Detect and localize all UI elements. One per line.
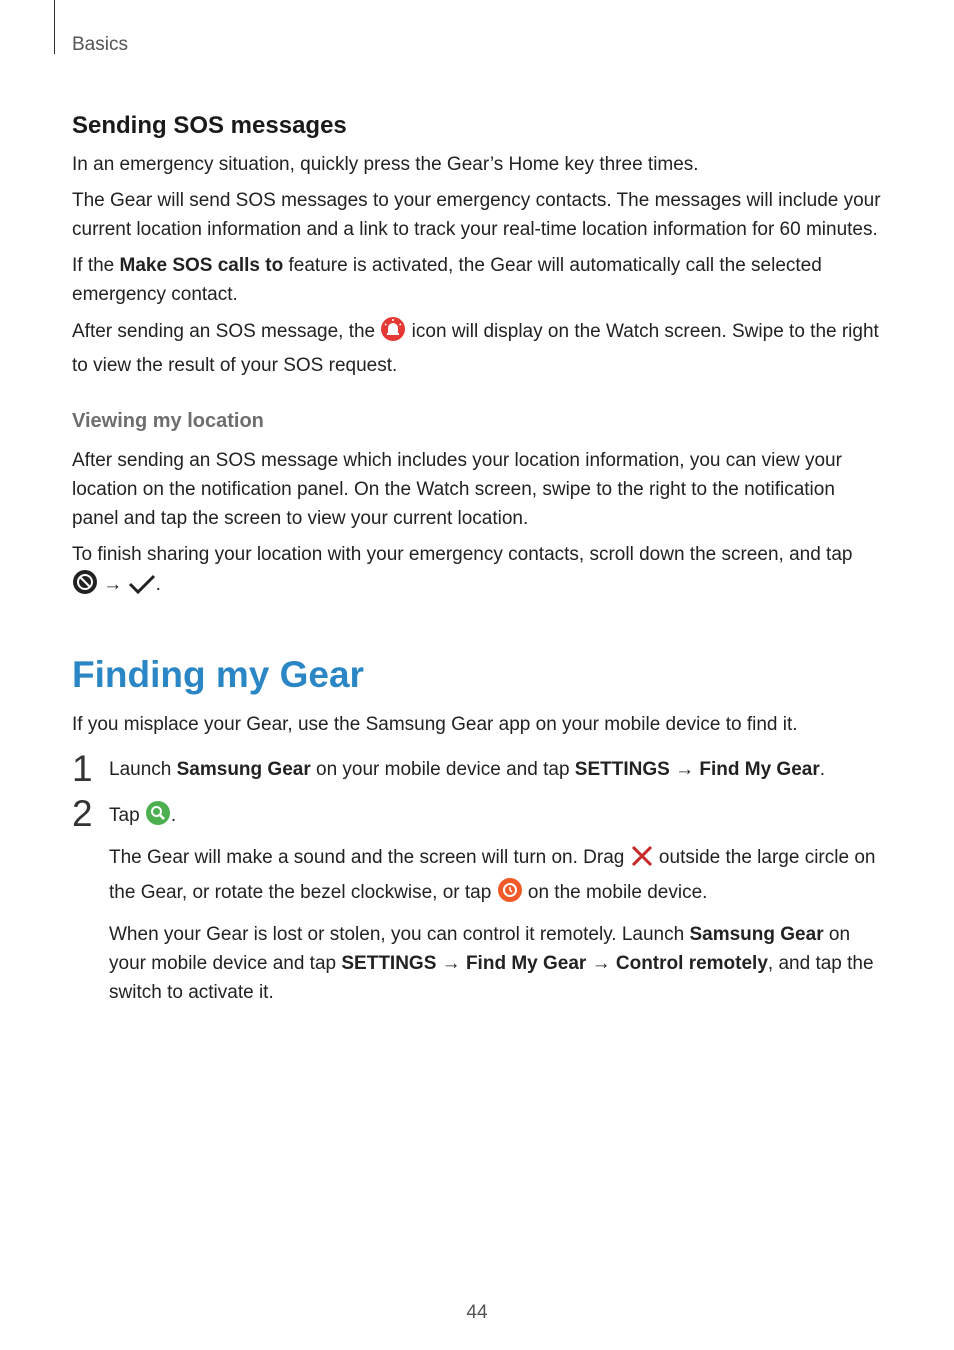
block-icon xyxy=(72,569,98,604)
header-rule xyxy=(54,0,55,54)
menu-name: Find My Gear xyxy=(465,953,587,974)
text: feature is activated, the Gear will automatically call the selected emergency contact. xyxy=(72,255,822,305)
location-paragraph-2 xyxy=(72,540,882,604)
search-icon xyxy=(145,800,171,835)
text: . xyxy=(170,805,177,826)
step-2 xyxy=(72,793,882,1007)
location-subhead: Viewing my location xyxy=(72,410,264,432)
text: on your mobile device and tap xyxy=(109,924,851,974)
step-2-text xyxy=(109,800,882,835)
menu-name: SETTINGS xyxy=(574,759,670,780)
step-1-text xyxy=(109,755,882,784)
text: Launch xyxy=(109,759,177,780)
text: . xyxy=(155,574,161,595)
check-icon xyxy=(128,573,156,604)
app-name: Samsung Gear xyxy=(689,924,824,945)
header-section-label: Basics xyxy=(72,34,128,55)
text: , and tap the switch to activate it. xyxy=(109,953,874,1003)
arrow: → xyxy=(436,953,466,974)
sos-paragraph-2: The Gear will send SOS messages to your emergency contacts. The messages will include your current location information and a link to track your real-time location information for 60 minutes. xyxy=(72,190,881,240)
page-content xyxy=(72,112,882,1015)
text: on your mobile device and tap xyxy=(310,759,575,780)
sos-paragraph-4 xyxy=(72,316,882,380)
text: on the mobile device. xyxy=(522,882,708,903)
text: . xyxy=(819,759,826,780)
page-number: 44 xyxy=(466,1302,488,1323)
menu-name: SETTINGS xyxy=(341,953,437,974)
location-paragraph-1: After sending an SOS message which includes your location information, you can view your location on the notification panel. On the Watch screen, swipe to the right to the notification panel and tap the screen to view your current location. xyxy=(72,450,842,529)
sos-paragraph-3 xyxy=(72,251,882,309)
cross-icon xyxy=(630,844,654,877)
arrow: → xyxy=(669,759,700,780)
watch-icon xyxy=(497,877,523,912)
text: The Gear will make a sound and the screen will turn on. Drag xyxy=(109,847,630,868)
sos-section-title: Sending SOS messages xyxy=(72,112,347,139)
finding-chapter-title: Finding my Gear xyxy=(72,654,364,695)
sos-paragraph-1: In an emergency situation, quickly press the Gear’s Home key three times. xyxy=(72,154,699,175)
finding-intro: If you misplace your Gear, use the Samsung Gear app on your mobile device to find it. xyxy=(72,714,798,735)
arrow: → xyxy=(586,953,616,974)
menu-name: Find My Gear xyxy=(699,759,820,780)
step-1 xyxy=(72,748,882,789)
setting-name: Make SOS calls to xyxy=(119,255,284,276)
menu-name: Control remotely xyxy=(615,953,768,974)
step-number: 2 xyxy=(72,793,93,834)
text: To finish sharing your location with your emergency contacts, scroll down the screen, and tap xyxy=(72,544,853,565)
step-number: 1 xyxy=(72,748,93,789)
app-name: Samsung Gear xyxy=(176,759,311,780)
text: outside the large circle on the Gear, or rotate the bezel clockwise, or tap xyxy=(109,847,876,903)
sos-alert-icon xyxy=(380,316,406,351)
arrow: → xyxy=(98,574,128,595)
step-2-detail-2 xyxy=(109,920,882,1007)
text: Tap xyxy=(109,805,145,826)
text: When your Gear is lost or stolen, you can control it remotely. Launch xyxy=(109,924,690,945)
text: icon will display on the Watch screen. Swipe to the right to view the result of your SOS request. xyxy=(72,321,879,376)
text: If the xyxy=(72,255,120,276)
text: After sending an SOS message, the xyxy=(72,321,381,342)
step-2-detail-1 xyxy=(109,843,882,912)
